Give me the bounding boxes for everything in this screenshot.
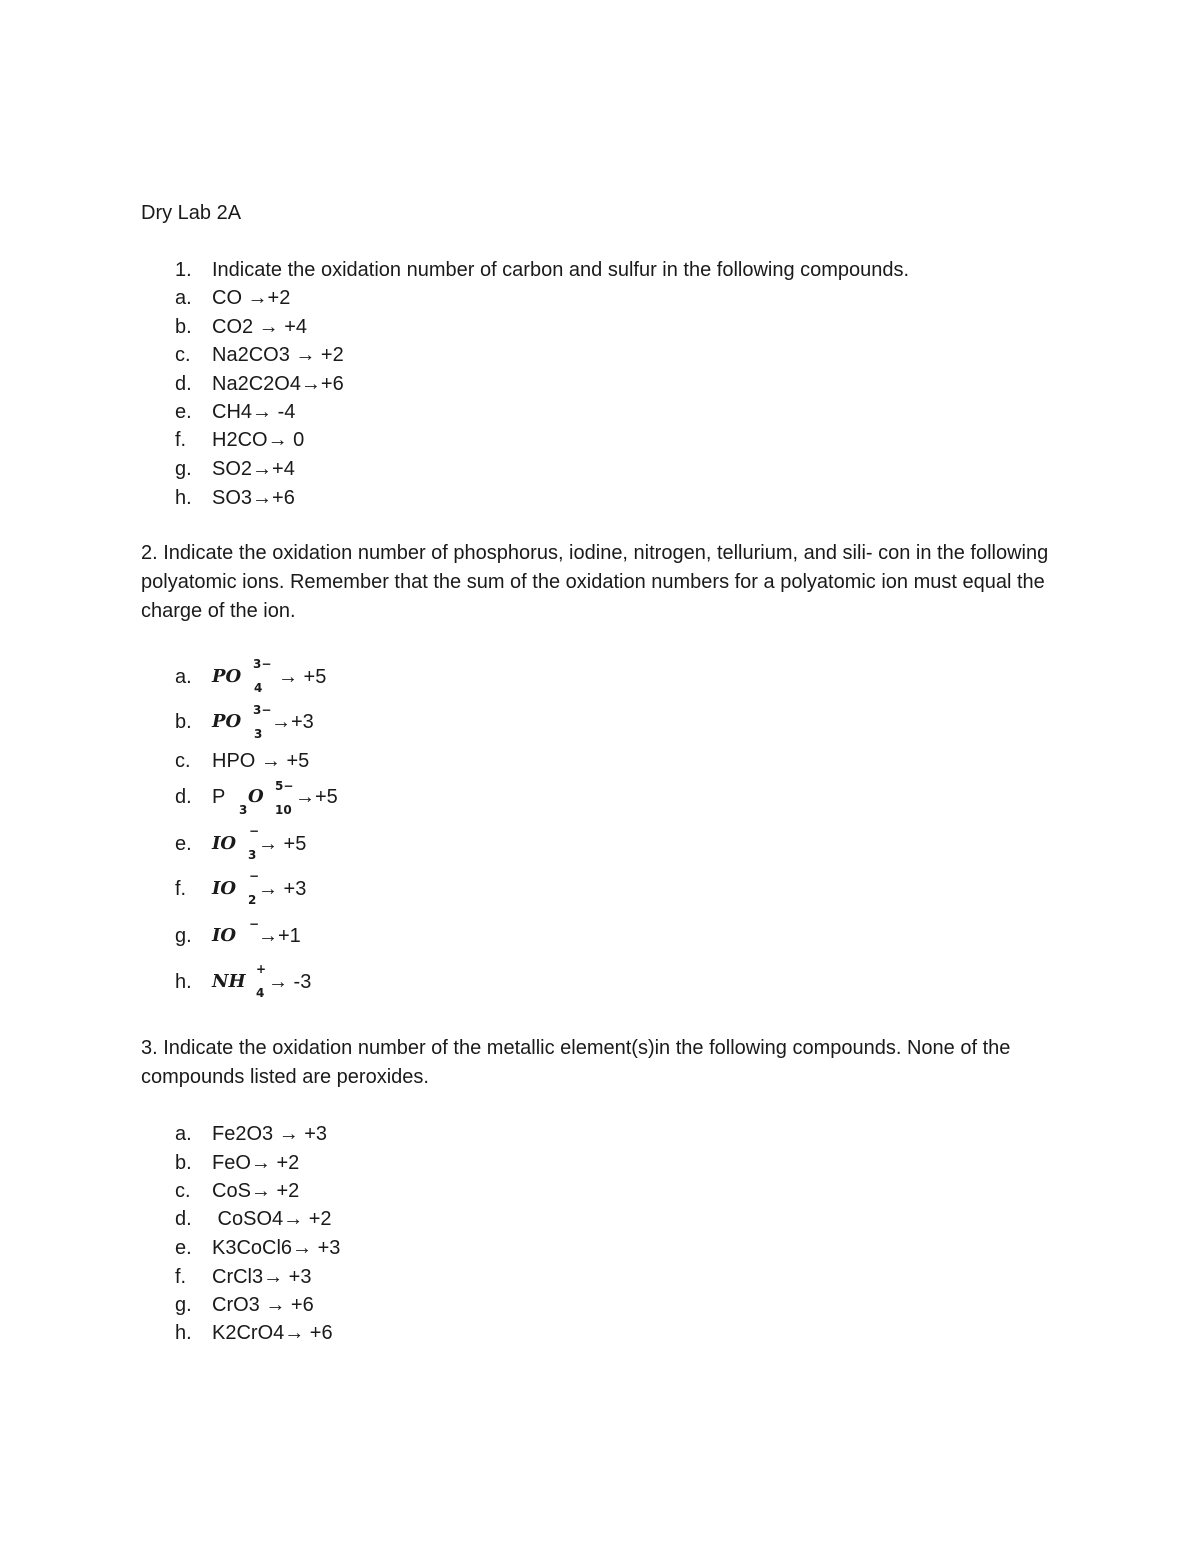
q2-item-label: f.	[175, 878, 187, 900]
q1-item-label: e.	[175, 401, 192, 423]
q1-item-label: d.	[175, 373, 192, 395]
q2-item-formula: IO	[212, 833, 237, 854]
q2-item-sup: +	[256, 962, 267, 976]
q2-item-pre: P	[212, 786, 226, 808]
q2-item-sub: 3	[248, 848, 257, 862]
document-title: Dry Lab 2A	[141, 202, 242, 224]
q2-item-label: c.	[175, 750, 191, 772]
q2-item-sup: 3−	[253, 703, 272, 717]
q2-item-label: e.	[175, 833, 192, 855]
q1-prompt: Indicate the oxidation number of carbon and sulfur in the following compounds.	[212, 259, 910, 281]
q3-item-label: g.	[175, 1294, 192, 1316]
q3-item-label: h.	[175, 1322, 192, 1344]
q2-item-result: →+1	[258, 925, 301, 947]
q1-item-text: H2CO→ 0	[212, 429, 305, 451]
q3-item-label: d.	[175, 1208, 192, 1230]
q1-item-text: CO →+2	[212, 287, 291, 309]
q2-item-sup: 5−	[275, 779, 294, 793]
q3-item-label: e.	[175, 1237, 192, 1259]
q2-item-h	[175, 962, 475, 1002]
q2-item-result: → +5	[258, 833, 307, 855]
q3-item-text: CrCl3→ +3	[212, 1266, 312, 1288]
q2-item-presub: 3	[239, 803, 248, 817]
q2-item-sub: 2	[248, 893, 257, 907]
q2-item-text: HPO → +5	[212, 750, 310, 772]
q2-item-result: →+3	[271, 711, 314, 733]
q3-item-text: CoSO4→ +2	[212, 1208, 332, 1230]
q2-item-sub: 10	[275, 803, 292, 817]
q2-item-formula: NH	[212, 971, 246, 992]
q3-item-text: Fe2O3 → +3	[212, 1123, 328, 1145]
q2-item-sub: 4	[254, 681, 263, 695]
q1-item-label: g.	[175, 458, 192, 480]
q1-number: 1.	[175, 259, 192, 281]
q2-item-label: b.	[175, 711, 192, 733]
q2-item-formula: IO	[212, 925, 237, 946]
q2-item-label: a.	[175, 666, 192, 688]
q2-item-formula: O	[248, 786, 264, 807]
q2-item-f	[175, 869, 475, 909]
q3-item-text: K3CoCl6→ +3	[212, 1237, 341, 1259]
q2-item-formula: PO	[212, 666, 242, 687]
q2-item-sub: 3	[254, 727, 263, 741]
q2-item-sup: −	[249, 824, 260, 838]
q2-item-result: → -3	[268, 971, 312, 993]
q3-item-label: a.	[175, 1123, 192, 1145]
q2-item-b	[175, 703, 475, 742]
q2-item-d	[175, 779, 475, 817]
q1-item-label: h.	[175, 487, 192, 509]
q2-prompt: 2. Indicate the oxidation number of phosphorus, iodine, nitrogen, tellurium, and sili- con in the following polyatomic ions. Remember that the sum of the oxidation numbers for a polyatomic ion must equal the charge of the ion.	[141, 542, 1049, 622]
q3-prompt: 3. Indicate the oxidation number of the metallic element(s)in the following compounds. None of the compounds listed are peroxides.	[141, 1037, 1011, 1088]
q1-item-text: Na2C2O4→+6	[212, 373, 344, 395]
q1-item-text: SO3→+6	[212, 487, 295, 509]
q2-item-a	[175, 657, 475, 697]
q3-item-text: FeO→ +2	[212, 1152, 300, 1174]
q2-item-sub: 4	[256, 986, 265, 1000]
q2-item-sup: 3−	[253, 657, 272, 671]
q2-item-label: g.	[175, 925, 192, 947]
q2-item-result: → +5	[278, 666, 327, 688]
q2-item-label: h.	[175, 971, 192, 993]
q2-item-result: → +3	[258, 878, 307, 900]
q3-item-text: CoS→ +2	[212, 1180, 300, 1202]
q1-item-text: CH4→ -4	[212, 401, 296, 423]
q1-item-label: b.	[175, 316, 192, 338]
q3-item-label: b.	[175, 1152, 192, 1174]
q2-item-sup: −	[249, 917, 260, 931]
q2-item-formula: PO	[212, 711, 242, 732]
q2-item-e	[175, 824, 475, 864]
q2-item-result: →+5	[295, 786, 338, 808]
q1-item-text: Na2CO3 → +2	[212, 344, 344, 366]
q3-item-text: CrO3 → +6	[212, 1294, 314, 1316]
q2-item-label: d.	[175, 786, 192, 808]
q1-item-label: f.	[175, 429, 187, 451]
q1-item-text: SO2→+4	[212, 458, 295, 480]
q3-item-label: f.	[175, 1266, 187, 1288]
q1-item-label: a.	[175, 287, 192, 309]
q2-item-formula: IO	[212, 878, 237, 899]
q3-item-text: K2CrO4→ +6	[212, 1322, 333, 1344]
q1-item-label: c.	[175, 344, 191, 366]
q2-item-sup: −	[249, 869, 260, 883]
q1-item-text: CO2 → +4	[212, 316, 308, 338]
q2-item-g	[175, 917, 475, 956]
q3-item-label: c.	[175, 1180, 191, 1202]
